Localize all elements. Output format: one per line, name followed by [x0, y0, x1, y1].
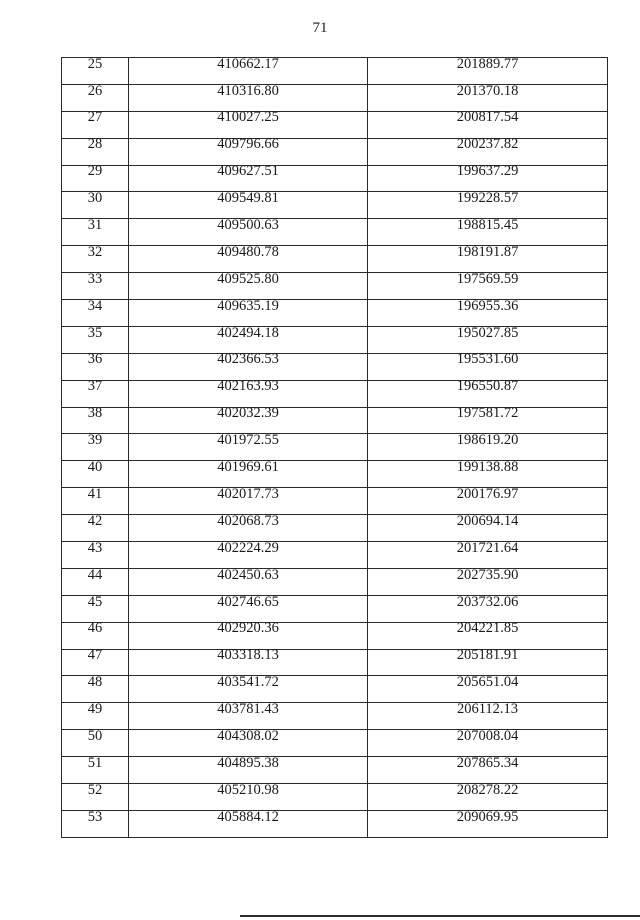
table-row — [62, 300, 608, 327]
x-coordinate-cell — [129, 270, 368, 300]
table-row — [62, 703, 608, 730]
point-number-cell — [62, 84, 129, 111]
point-number-cell-value: 45 — [87, 593, 103, 610]
point-number-cell — [62, 649, 129, 676]
table-row — [62, 488, 608, 515]
table-row — [62, 407, 608, 434]
y-coordinate-cell-value: 199637.29 — [456, 163, 519, 180]
point-number-cell-value: 34 — [87, 297, 103, 314]
point-number-cell — [62, 138, 129, 165]
point-number-cell — [62, 727, 129, 757]
x-coordinate-cell-value: 402163.93 — [217, 378, 279, 395]
table-row — [62, 84, 608, 111]
point-number-cell — [62, 219, 129, 246]
x-coordinate-cell-value: 403318.13 — [217, 647, 279, 664]
y-coordinate-cell — [368, 727, 608, 757]
table-row — [62, 326, 608, 353]
y-coordinate-cell — [368, 703, 608, 730]
x-coordinate-cell — [129, 781, 368, 811]
y-coordinate-cell-value: 198619.20 — [456, 432, 519, 449]
bottom-rule — [240, 915, 640, 917]
x-coordinate-cell-value: 402017.73 — [217, 485, 279, 502]
x-coordinate-cell-value: 409796.66 — [217, 136, 279, 153]
point-number-cell-value: 26 — [87, 82, 103, 99]
x-coordinate-cell-value: 402224.29 — [217, 539, 279, 556]
y-coordinate-cell-value: 198191.87 — [456, 243, 519, 260]
point-number-cell — [62, 55, 129, 85]
table-row — [62, 649, 608, 676]
y-coordinate-cell-value: 200694.14 — [456, 512, 519, 529]
point-number-cell — [62, 111, 129, 138]
x-coordinate-cell — [129, 461, 368, 488]
x-coordinate-cell — [129, 622, 368, 649]
table-row — [62, 138, 608, 165]
y-coordinate-cell-value: 205181.91 — [456, 647, 519, 664]
x-coordinate-cell — [129, 676, 368, 703]
x-coordinate-cell — [129, 407, 368, 434]
point-number-cell — [62, 297, 129, 327]
point-number-cell-value: 44 — [87, 566, 103, 583]
point-number-cell-value: 40 — [87, 459, 103, 476]
point-number-cell-value: 53 — [87, 808, 103, 825]
table-row — [62, 676, 608, 703]
x-coordinate-cell — [129, 539, 368, 569]
x-coordinate-cell — [129, 485, 368, 515]
x-coordinate-cell — [129, 512, 368, 542]
y-coordinate-cell — [368, 380, 608, 407]
point-number-cell-value: 42 — [87, 512, 103, 529]
point-number-cell-value: 29 — [87, 163, 103, 180]
y-coordinate-cell — [368, 326, 608, 353]
x-coordinate-cell-value: 404308.02 — [217, 727, 279, 744]
y-coordinate-cell — [368, 353, 608, 380]
y-coordinate-cell — [368, 243, 608, 273]
x-coordinate-cell-value: 410662.17 — [217, 55, 279, 72]
x-coordinate-cell-value: 402366.53 — [217, 351, 279, 368]
table-row — [62, 111, 608, 138]
y-coordinate-cell-value: 201370.18 — [456, 82, 519, 99]
point-number-cell — [62, 270, 129, 300]
y-coordinate-cell — [368, 781, 608, 811]
point-number-cell — [62, 781, 129, 811]
point-number-cell-value: 35 — [87, 324, 103, 341]
point-number-cell-value: 27 — [87, 109, 103, 126]
y-coordinate-cell-value: 207865.34 — [456, 754, 519, 771]
y-coordinate-cell-value: 195531.60 — [456, 351, 519, 368]
table-row — [62, 58, 608, 85]
table-row — [62, 273, 608, 300]
y-coordinate-cell-value: 202735.90 — [456, 566, 519, 583]
x-coordinate-cell — [129, 703, 368, 730]
point-number-cell — [62, 568, 129, 595]
y-coordinate-cell — [368, 192, 608, 219]
y-coordinate-cell — [368, 676, 608, 703]
y-coordinate-cell-value: 201721.64 — [456, 539, 519, 556]
y-coordinate-cell — [368, 485, 608, 515]
y-coordinate-cell-value: 200237.82 — [456, 136, 519, 153]
y-coordinate-cell-value: 203732.06 — [456, 593, 519, 610]
x-coordinate-cell-value: 409500.63 — [217, 217, 279, 234]
point-number-cell-value: 36 — [87, 351, 103, 368]
y-coordinate-cell — [368, 512, 608, 542]
x-coordinate-cell — [129, 165, 368, 192]
point-number-cell — [62, 326, 129, 353]
point-number-cell-value: 46 — [87, 620, 103, 637]
y-coordinate-cell — [368, 810, 608, 837]
point-number-cell-value: 49 — [87, 701, 103, 718]
x-coordinate-cell — [129, 649, 368, 676]
y-coordinate-cell — [368, 754, 608, 784]
x-coordinate-cell-value: 410316.80 — [217, 82, 279, 99]
table-row — [62, 595, 608, 622]
point-number-cell — [62, 380, 129, 407]
point-number-cell — [62, 434, 129, 461]
table-row — [62, 192, 608, 219]
y-coordinate-cell-value: 207008.04 — [456, 727, 519, 744]
point-number-cell — [62, 703, 129, 730]
x-coordinate-cell — [129, 326, 368, 353]
x-coordinate-cell-value: 402746.65 — [217, 593, 279, 610]
x-coordinate-cell — [129, 434, 368, 461]
x-coordinate-cell — [129, 219, 368, 246]
point-number-cell — [62, 485, 129, 515]
y-coordinate-cell-value: 200176.97 — [456, 485, 519, 502]
x-coordinate-cell-value: 409549.81 — [217, 190, 279, 207]
table-row — [62, 810, 608, 837]
table-row — [62, 622, 608, 649]
point-number-cell-value: 31 — [87, 217, 103, 234]
point-number-cell-value: 37 — [87, 378, 103, 395]
table-row — [62, 380, 608, 407]
point-number-cell-value: 28 — [87, 136, 103, 153]
table-row — [62, 568, 608, 595]
point-number-cell — [62, 243, 129, 273]
y-coordinate-cell — [368, 595, 608, 622]
x-coordinate-cell-value: 402068.73 — [217, 512, 279, 529]
x-coordinate-cell-value: 401972.55 — [217, 432, 279, 449]
y-coordinate-cell — [368, 55, 608, 85]
point-number-cell — [62, 407, 129, 434]
y-coordinate-cell — [368, 407, 608, 434]
table-row — [62, 730, 608, 757]
x-coordinate-cell-value: 409480.78 — [217, 243, 279, 260]
x-coordinate-cell — [129, 595, 368, 622]
y-coordinate-cell — [368, 165, 608, 192]
y-coordinate-cell — [368, 138, 608, 165]
y-coordinate-cell — [368, 84, 608, 111]
point-number-cell — [62, 810, 129, 837]
y-coordinate-cell-value: 197569.59 — [456, 270, 519, 287]
y-coordinate-cell — [368, 297, 608, 327]
x-coordinate-cell-value: 402920.36 — [217, 620, 279, 637]
y-coordinate-cell — [368, 111, 608, 138]
table-row — [62, 165, 608, 192]
x-coordinate-cell-value: 402032.39 — [217, 405, 279, 422]
y-coordinate-cell — [368, 270, 608, 300]
x-coordinate-cell — [129, 810, 368, 837]
point-number-cell — [62, 622, 129, 649]
y-coordinate-cell-value: 201889.77 — [456, 55, 519, 72]
point-number-cell-value: 43 — [87, 539, 103, 556]
y-coordinate-cell-value: 195027.85 — [456, 324, 519, 341]
table-row — [62, 219, 608, 246]
point-number-cell-value: 30 — [87, 190, 103, 207]
x-coordinate-cell-value: 409635.19 — [217, 297, 279, 314]
x-coordinate-cell-value: 409627.51 — [217, 163, 279, 180]
point-number-cell — [62, 192, 129, 219]
y-coordinate-cell — [368, 568, 608, 595]
x-coordinate-cell-value: 403781.43 — [217, 701, 279, 718]
x-coordinate-cell — [129, 138, 368, 165]
x-coordinate-cell — [129, 568, 368, 595]
point-number-cell — [62, 165, 129, 192]
x-coordinate-cell-value: 405884.12 — [217, 808, 279, 825]
y-coordinate-cell-value: 199138.88 — [456, 459, 519, 476]
point-number-cell — [62, 539, 129, 569]
point-number-cell — [62, 595, 129, 622]
table-row — [62, 542, 608, 569]
point-number-cell-value: 50 — [87, 727, 103, 744]
x-coordinate-cell — [129, 727, 368, 757]
table-row — [62, 515, 608, 542]
point-number-cell-value: 39 — [87, 432, 103, 449]
y-coordinate-cell-value: 196550.87 — [456, 378, 519, 395]
y-coordinate-cell-value: 205651.04 — [456, 674, 519, 691]
point-number-cell-value: 25 — [87, 55, 103, 72]
x-coordinate-cell-value: 403541.72 — [217, 674, 279, 691]
point-number-cell — [62, 754, 129, 784]
coordinates-table — [61, 57, 608, 838]
x-coordinate-cell — [129, 243, 368, 273]
x-coordinate-cell-value: 402494.18 — [217, 324, 279, 341]
point-number-cell — [62, 461, 129, 488]
point-number-cell — [62, 676, 129, 703]
y-coordinate-cell-value: 197581.72 — [456, 405, 519, 422]
x-coordinate-cell-value: 409525.80 — [217, 270, 279, 287]
table-row — [62, 757, 608, 784]
y-coordinate-cell-value: 198815.45 — [456, 217, 519, 234]
x-coordinate-cell — [129, 380, 368, 407]
x-coordinate-cell-value: 401969.61 — [217, 459, 279, 476]
point-number-cell — [62, 353, 129, 380]
table-row — [62, 461, 608, 488]
table-row — [62, 784, 608, 811]
y-coordinate-cell-value: 206112.13 — [456, 701, 519, 718]
point-number-cell-value: 47 — [87, 647, 103, 664]
point-number-cell-value: 38 — [87, 405, 103, 422]
page-number: 71 — [312, 20, 328, 36]
x-coordinate-cell-value: 405210.98 — [217, 781, 279, 798]
point-number-cell-value: 51 — [87, 754, 103, 771]
point-number-cell-value: 32 — [87, 243, 103, 260]
y-coordinate-cell — [368, 219, 608, 246]
table-row — [62, 434, 608, 461]
x-coordinate-cell — [129, 192, 368, 219]
x-coordinate-cell-value: 404895.38 — [217, 754, 279, 771]
y-coordinate-cell-value: 208278.22 — [456, 781, 519, 798]
x-coordinate-cell-value: 402450.63 — [217, 566, 279, 583]
y-coordinate-cell-value: 196955.36 — [456, 297, 519, 314]
y-coordinate-cell-value: 204221.85 — [456, 620, 519, 637]
y-coordinate-cell-value: 209069.95 — [456, 808, 519, 825]
point-number-cell-value: 41 — [87, 485, 103, 502]
point-number-cell-value: 33 — [87, 270, 103, 287]
x-coordinate-cell — [129, 55, 368, 85]
x-coordinate-cell-value: 410027.25 — [217, 109, 279, 126]
table-body — [62, 55, 608, 838]
x-coordinate-cell — [129, 353, 368, 380]
y-coordinate-cell — [368, 539, 608, 569]
y-coordinate-cell — [368, 622, 608, 649]
y-coordinate-cell — [368, 434, 608, 461]
table-row — [62, 353, 608, 380]
y-coordinate-cell — [368, 649, 608, 676]
x-coordinate-cell — [129, 297, 368, 327]
table-row — [62, 246, 608, 273]
y-coordinate-cell-value: 199228.57 — [456, 190, 519, 207]
point-number-cell-value: 48 — [87, 674, 103, 691]
point-number-cell-value: 52 — [87, 781, 103, 798]
x-coordinate-cell — [129, 84, 368, 111]
y-coordinate-cell — [368, 461, 608, 488]
point-number-cell — [62, 512, 129, 542]
x-coordinate-cell — [129, 754, 368, 784]
x-coordinate-cell — [129, 111, 368, 138]
y-coordinate-cell-value: 200817.54 — [456, 109, 519, 126]
